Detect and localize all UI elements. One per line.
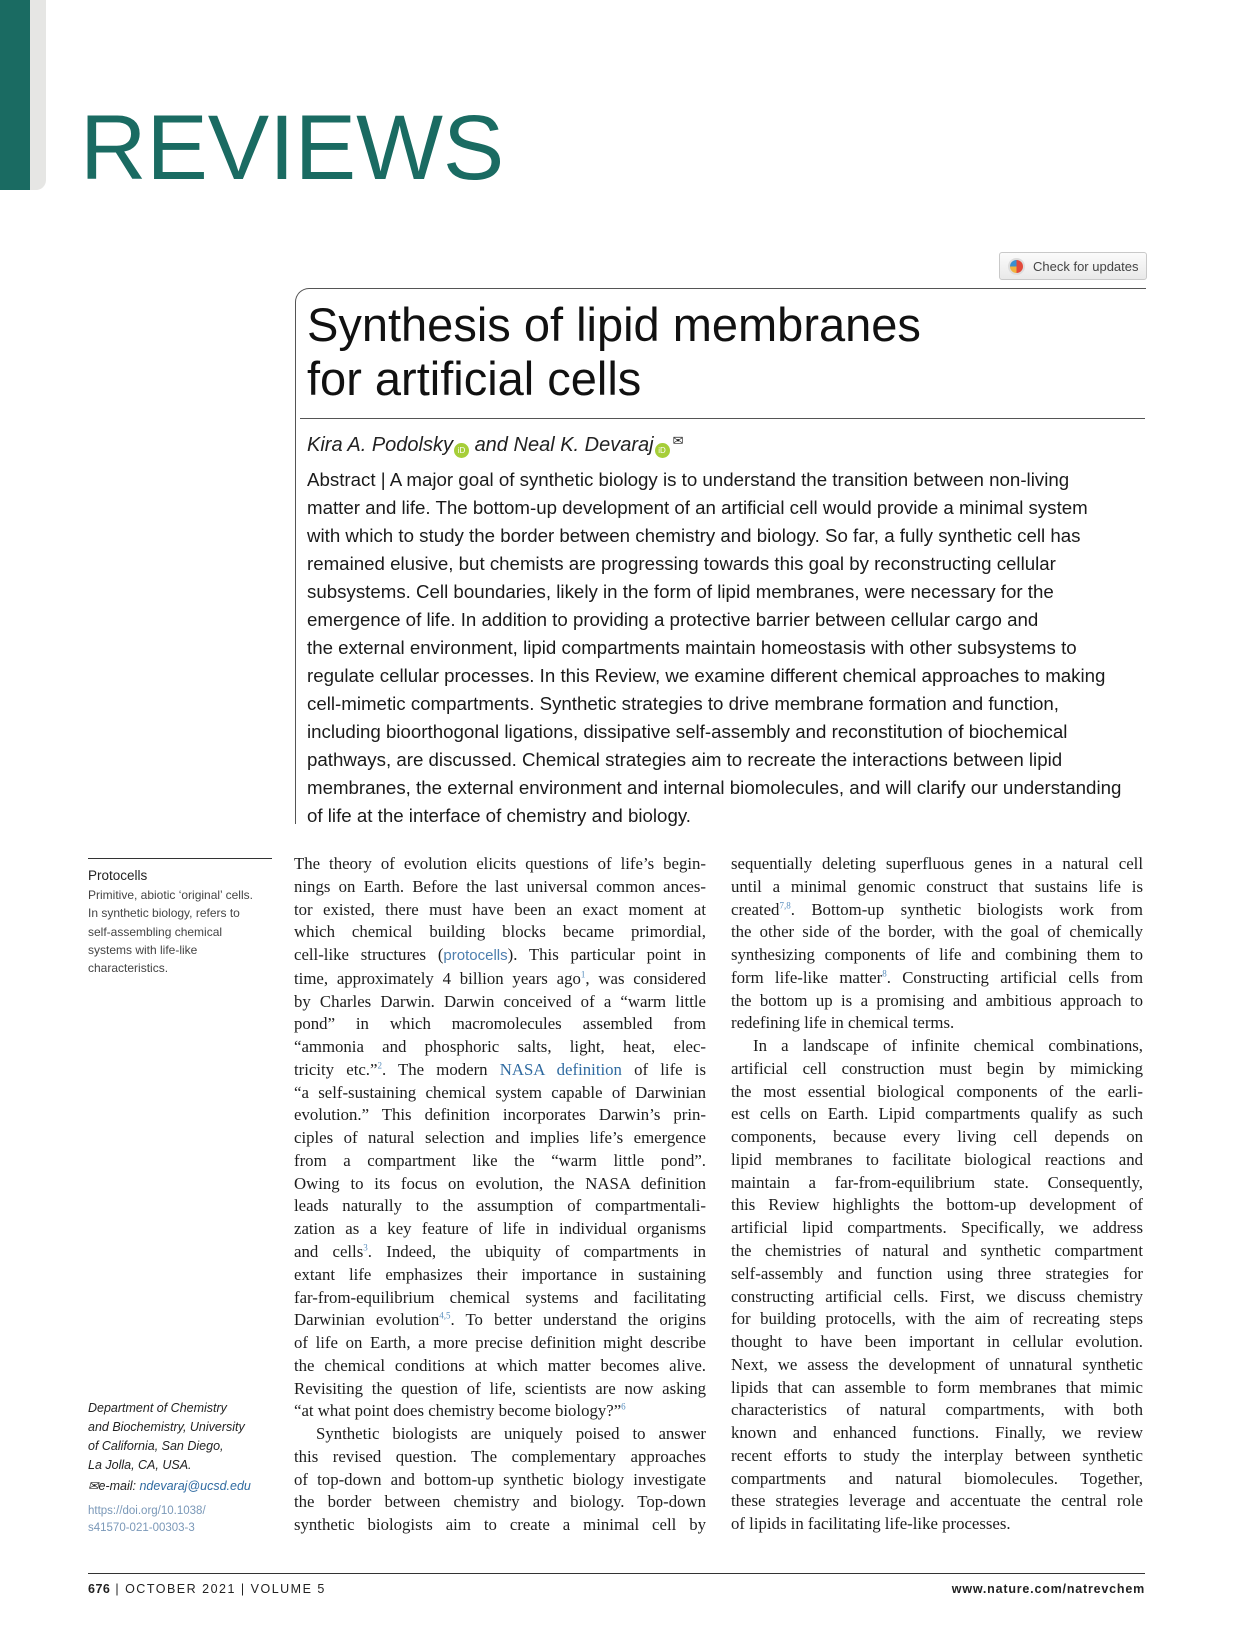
- body-line: the most essential biological components of the earli-: [731, 1081, 1143, 1101]
- doi-link[interactable]: [88, 1503, 206, 1537]
- abstract-line: pathways, are discussed. Chemical strategies aim to recreate the interactions between lipid: [307, 749, 1063, 770]
- body-line: cell-like structures (protocells). This particular point in: [294, 945, 706, 965]
- body-line: lipids that can assemble to form membranes that mimic: [731, 1377, 1143, 1397]
- abstract-line: including bioorthogonal ligations, dissipative self-assembly and reconstitution of biochemical: [307, 721, 1068, 742]
- body-line: tor existed, there must have been an exact moment at: [294, 899, 706, 919]
- body-line: the chemistries of natural and synthetic compartment: [731, 1241, 1143, 1261]
- doi-line: https://doi.org/10.1038/: [88, 1505, 206, 1517]
- body-line: which chemical building blocks became primordial,: [294, 922, 706, 942]
- body-line: ciples of natural selection and implies life’s emergence: [294, 1128, 706, 1148]
- body-line: evolution.” This definition incorporates Darwin’s prin-: [294, 1105, 706, 1125]
- title-rule: [300, 418, 1145, 419]
- abstract-line: cell-mimetic compartments. Synthetic strategies to drive membrane formation and function,: [307, 693, 1059, 714]
- abstract-line: subsystems. Cell boundaries, likely in the form of lipid membranes, were necessary for the: [307, 581, 1054, 602]
- abstract-line: with which to study the border between chemistry and biology. So far, a fully synthetic cell has: [307, 525, 1081, 546]
- body-line: pond” in which macromolecules assembled from: [294, 1014, 706, 1034]
- abstract-line: emergence of life. In addition to providing a protective barrier between cellular cargo and: [307, 609, 1039, 630]
- glossary-line: Primitive, abiotic ‘original’ cells.: [88, 888, 253, 902]
- glossary-line: systems with life-like: [88, 942, 198, 957]
- check-for-updates-label: Check for updates: [1033, 258, 1139, 274]
- title-line: for artificial cells: [307, 352, 642, 405]
- author-name[interactable]: Neal K. Devaraj: [513, 434, 654, 456]
- body-line: “a self-sustaining chemical system capable of Darwinian: [294, 1082, 706, 1102]
- body-line: maintain a far-from-equilibrium state. Consequently,: [731, 1172, 1143, 1192]
- reference-link[interactable]: 6: [621, 1401, 626, 1412]
- body-line: the chemical conditions at which matter becomes alive.: [294, 1355, 706, 1375]
- body-line: artificial lipid compartments. Specifically, we address: [731, 1218, 1143, 1238]
- body-line: this Review highlights the bottom-up development of: [731, 1195, 1143, 1215]
- body-line: Next, we assess the development of unnatural synthetic: [731, 1354, 1143, 1374]
- affiliation-line: of California, San Diego,: [88, 1439, 224, 1453]
- body-line: tricity etc.”$^2$. The modern NASA definition of life is: [294, 1059, 706, 1079]
- section-heading: REVIEWS: [80, 97, 505, 199]
- body-line: Revisiting the question of life, scientists are now asking: [294, 1378, 706, 1398]
- footer-rule: [88, 1573, 1145, 1574]
- check-for-updates-button[interactable]: [999, 252, 1147, 280]
- email-link[interactable]: ndevaraj@ucsd.edu: [139, 1479, 251, 1493]
- article-title: [307, 298, 921, 406]
- body-line: the border between chemistry and biology. Top-down: [294, 1492, 706, 1512]
- glossary-term: Protocells: [88, 868, 148, 883]
- orcid-icon[interactable]: iD: [655, 443, 670, 458]
- abstract-line: regulate cellular processes. In this Review, we examine different chemical approaches to making: [307, 665, 1106, 686]
- volume: VOLUME 5: [250, 1582, 326, 1596]
- reference-link[interactable]: 4,5: [439, 1310, 451, 1321]
- body-line: these strategies leverage and accentuate the central role: [731, 1491, 1143, 1511]
- abstract-line: Abstract | A major goal of synthetic biology is to understand the transition between non-living: [307, 469, 1070, 490]
- nasa-definition-link[interactable]: NASA definition: [499, 1059, 622, 1079]
- page-number: 676: [88, 1582, 111, 1596]
- body-line: thought to have been important in cellular evolution.: [731, 1332, 1143, 1352]
- glossary-line: In synthetic biology, refers to: [88, 906, 240, 921]
- abstract: [307, 466, 1152, 830]
- affiliation-line: La Jolla, CA, USA.: [88, 1458, 192, 1472]
- body-line: In a landscape of infinite chemical combinations,: [753, 1036, 1143, 1056]
- page-folio: 676 | OCTOBER 2021 | VOLUME 5: [88, 1582, 326, 1596]
- body-line: recent efforts to study the interplay between synthetic: [731, 1445, 1143, 1465]
- body-line: Synthetic biologists are uniquely poised to answer: [316, 1424, 706, 1444]
- abstract-line: membranes, the external environment and internal biomolecules, and will clarify our understanding: [307, 777, 1122, 798]
- reference-link[interactable]: 2: [377, 1060, 382, 1071]
- body-column-right: [731, 853, 1143, 1536]
- body-line: Owing to its focus on evolution, the NASA definition: [294, 1173, 706, 1193]
- issue-date: OCTOBER 2021: [125, 1582, 236, 1596]
- body-line: lipid membranes to facilitate biological reactions and: [731, 1149, 1143, 1169]
- body-line: sequentially deleting superfluous genes in a natural cell: [731, 854, 1143, 873]
- body-line: this revised question. The complementary approaches: [294, 1446, 706, 1466]
- body-line: synthetic biologists aim to create a minimal cell by: [294, 1515, 706, 1535]
- body-line: “at what point does chemistry become biology?”$^6$: [294, 1401, 626, 1421]
- body-line: nings on Earth. Before the last universal common ances-: [294, 876, 706, 896]
- body-line: synthesizing components of life and combining them to: [731, 945, 1143, 965]
- abstract-line: of life at the interface of chemistry and biology.: [307, 805, 691, 826]
- email-line: [88, 1478, 251, 1493]
- body-line: and cells$^3$. Indeed, the ubiquity of compartments in: [294, 1242, 706, 1262]
- glossary-definition: [88, 886, 278, 977]
- body-line: of lipids in facilitating life-like processes.: [731, 1514, 1011, 1534]
- body-line: created$^{7,8}$. Bottom-up synthetic biologists work from: [731, 899, 1143, 919]
- glossary-line: characteristics.: [88, 961, 169, 976]
- body-line: until a minimal genomic construct that sustains life is: [731, 876, 1143, 896]
- body-line: The theory of evolution elicits questions of life’s begin-: [294, 854, 706, 873]
- reference-link[interactable]: 7,8: [779, 899, 791, 910]
- body-line: self-assembly and function using three strategies for: [731, 1263, 1143, 1283]
- doi-line: s41570-021-00303-3: [88, 1522, 195, 1534]
- affiliation-line: and Biochemistry, University: [88, 1420, 245, 1434]
- abstract-line: the external environment, lipid compartments maintain homeostasis with other subsystems to: [307, 637, 1077, 658]
- body-line: compartments and natural biomolecules. Together,: [731, 1468, 1143, 1488]
- section-color-bar: [0, 0, 30, 190]
- journal-url[interactable]: www.nature.com/natrevchem: [951, 1582, 1145, 1596]
- body-line: est cells on Earth. Lipid compartments qualify as such: [731, 1104, 1143, 1124]
- body-line: by Charles Darwin. Darwin conceived of a “warm little: [294, 991, 706, 1011]
- affiliation: [88, 1399, 245, 1475]
- section-tab-shade: [30, 0, 46, 190]
- glossary-line: self-assembling chemical: [88, 924, 223, 939]
- body-line: components, because every living cell depends on: [731, 1127, 1143, 1147]
- author-line: [307, 429, 683, 458]
- body-line: Darwinian evolution$^{4,5}$. To better understand the origins: [294, 1310, 706, 1330]
- reference-link[interactable]: 1: [580, 969, 586, 980]
- body-line: for building protocells, with the aim of recreating steps: [731, 1309, 1143, 1329]
- body-line: redefining life in chemical terms.: [731, 1013, 955, 1033]
- body-line: the other side of the border, with the goal of chemically: [731, 922, 1143, 942]
- body-line: the bottom up is a promising and ambitious approach to: [731, 990, 1143, 1010]
- glossary-term-link[interactable]: protocells: [443, 947, 508, 965]
- reference-link[interactable]: 8: [882, 968, 887, 979]
- affiliation-line: Department of Chemistry: [88, 1401, 227, 1415]
- author-conjunction: and: [474, 434, 508, 456]
- title-line: Synthesis of lipid membranes: [307, 298, 921, 351]
- body-column-left: [294, 853, 706, 1537]
- orcid-icon[interactable]: iD: [454, 443, 469, 458]
- body-line: time, approximately 4 billion years ago$^1$, was considered: [294, 968, 706, 988]
- envelope-icon[interactable]: ✉: [672, 433, 684, 448]
- body-line: constructing artificial cells. First, we discuss chemistry: [731, 1286, 1143, 1306]
- crossmark-icon: [1008, 258, 1025, 275]
- envelope-icon: ✉: [88, 1479, 99, 1493]
- body-line: characteristics of natural compartments, with both: [731, 1400, 1143, 1420]
- body-line: extant life emphasizes their importance in sustaining: [294, 1264, 706, 1284]
- abstract-line: matter and life. The bottom-up development of an artificial cell would provide a minimal system: [307, 497, 1088, 518]
- body-line: of life on Earth, a more precise definition might describe: [294, 1333, 706, 1353]
- email-label: e-mail:: [98, 1479, 136, 1493]
- body-line: form life-like matter$^8$. Constructing artificial cells from: [731, 967, 1143, 987]
- body-line: artificial cell construction must begin by mimicking: [731, 1058, 1143, 1078]
- glossary-rule: [88, 858, 272, 859]
- body-line: “ammonia and phosphoric salts, light, heat, elec-: [294, 1037, 706, 1057]
- body-line: known and enhanced functions. Finally, we review: [731, 1423, 1143, 1443]
- body-line: zation as a key feature of life in individual organisms: [294, 1219, 706, 1239]
- body-line: of top-down and bottom-up synthetic biology investigate: [294, 1469, 706, 1489]
- author-name[interactable]: Kira A. Podolsky: [307, 434, 453, 456]
- reference-link[interactable]: 3: [363, 1242, 368, 1253]
- body-line: far-from-equilibrium chemical systems and facilitating: [294, 1287, 706, 1307]
- abstract-line: remained elusive, but chemists are progressing towards this goal by reconstructing cellular: [307, 553, 1056, 574]
- body-line: from a compartment like the “warm little pond”.: [294, 1150, 706, 1170]
- body-line: leads naturally to the assumption of compartmentali-: [294, 1196, 706, 1216]
